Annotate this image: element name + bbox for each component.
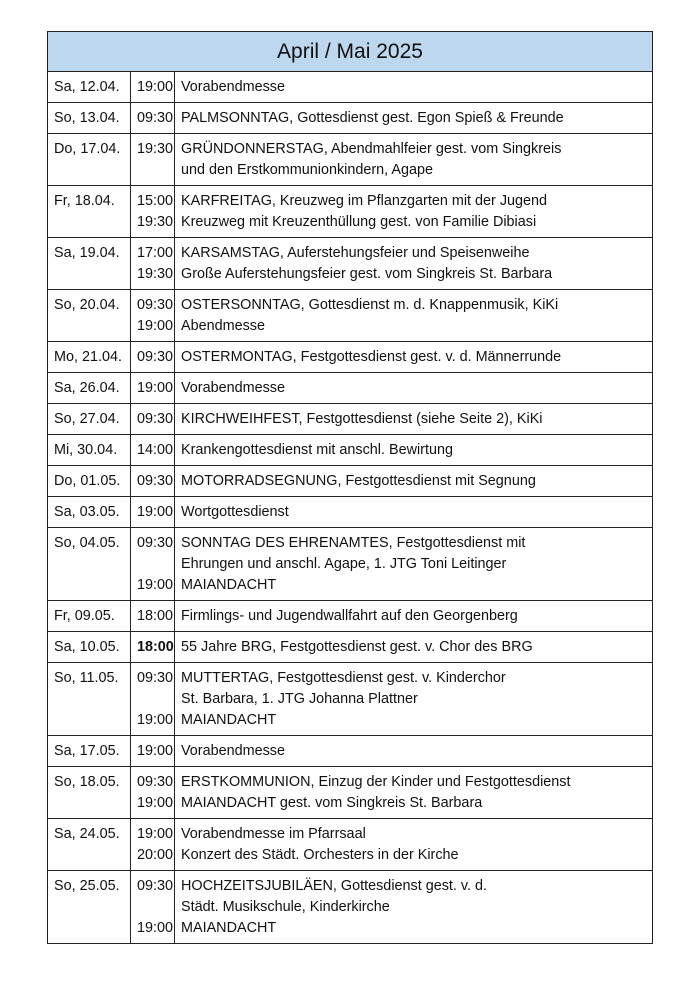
event-time: 09:30 [137,535,174,551]
event-description-line: OSTERMONTAG, Festgottesdienst gest. v. d. Männerrunde [181,349,562,365]
event-description [175,238,653,290]
schedule-row [48,466,653,497]
schedule-table [47,31,653,944]
event-time: 15:00 [137,193,174,209]
event-times [131,373,175,404]
event-time: 19:00 [137,318,174,334]
event-description-line: MUTTERTAG, Festgottesdienst gest. v. Kinderchor [181,670,506,686]
schedule-row [48,632,653,663]
event-date: Fr, 18.04. [48,186,131,238]
schedule-row [48,871,653,944]
event-description [175,819,653,871]
event-description [175,528,653,601]
event-time: 19:00 [137,795,174,811]
event-description-line: und den Erstkommunionkindern, Agape [181,162,433,178]
event-time: 09:30 [137,297,174,313]
event-time [137,554,168,575]
event-time: 19:00 [137,380,174,396]
event-description-line: Kreuzweg mit Kreuzenthüllung gest. von Familie Dibiasi [181,214,537,230]
event-time [137,897,168,918]
event-description [175,290,653,342]
event-description-line: Wortgottesdienst [181,504,289,520]
schedule-row [48,497,653,528]
schedule-row [48,134,653,186]
event-date: Sa, 03.05. [48,497,131,528]
event-times [131,497,175,528]
event-time: 18:00 [137,639,174,655]
header-row [48,32,653,72]
event-description [175,373,653,404]
event-description [175,663,653,736]
schedule-row [48,238,653,290]
event-time: 19:30 [137,214,174,230]
event-date: Sa, 24.05. [48,819,131,871]
event-date: So, 18.05. [48,767,131,819]
event-time: 14:00 [137,442,174,458]
event-description-line: MAIANDACHT [181,712,277,728]
event-time [137,160,168,181]
event-description [175,134,653,186]
event-date: Sa, 17.05. [48,736,131,767]
event-description-line: PALMSONNTAG, Gottesdienst gest. Egon Spieß & Freunde [181,110,564,126]
event-description [175,466,653,497]
event-description-line: KARFREITAG, Kreuzweg im Pflanzgarten mit der Jugend [181,193,548,209]
event-description-line: MAIANDACHT [181,920,277,936]
schedule-row [48,72,653,103]
event-times [131,186,175,238]
event-time [137,689,168,710]
event-times [131,103,175,134]
event-date: So, 25.05. [48,871,131,944]
event-time: 19:30 [137,266,174,282]
schedule-row [48,435,653,466]
event-time: 19:00 [137,79,174,95]
event-description [175,404,653,435]
event-time: 19:30 [137,141,174,157]
event-time: 19:00 [137,743,174,759]
event-times [131,290,175,342]
schedule-row [48,290,653,342]
event-time: 09:30 [137,670,174,686]
schedule-row [48,663,653,736]
event-description [175,103,653,134]
event-times [131,871,175,944]
schedule-row [48,528,653,601]
event-description [175,342,653,373]
event-description-line: Firmlings- und Jugendwallfahrt auf den Georgenberg [181,608,518,624]
schedule-row [48,404,653,435]
event-description [175,632,653,663]
event-date: So, 04.05. [48,528,131,601]
event-description-line: Ehrungen und anschl. Agape, 1. JTG Toni Leitinger [181,556,507,572]
event-times [131,528,175,601]
schedule-body [48,72,653,944]
event-date: So, 27.04. [48,404,131,435]
event-description-line: HOCHZEITSJUBILÄEN, Gottesdienst gest. v. d. [181,878,488,894]
event-time: 09:30 [137,110,174,126]
event-date: Sa, 26.04. [48,373,131,404]
event-description-line: MOTORRADSEGNUNG, Festgottesdienst mit Segnung [181,473,536,489]
event-description-line: KARSAMSTAG, Auferstehungsfeier und Speisenweihe [181,245,530,261]
schedule-row [48,767,653,819]
schedule-row [48,819,653,871]
event-time: 20:00 [137,847,174,863]
event-times [131,72,175,103]
event-description-line: 55 Jahre BRG, Festgottesdienst gest. v. Chor des BRG [181,639,533,655]
event-description-line: St. Barbara, 1. JTG Johanna Plattner [181,691,418,707]
event-date: Sa, 12.04. [48,72,131,103]
event-date: Fr, 09.05. [48,601,131,632]
event-description-line: Krankengottesdienst mit anschl. Bewirtung [181,442,453,458]
event-description-line: Städt. Musikschule, Kinderkirche [181,899,390,915]
event-description-line: SONNTAG DES EHRENAMTES, Festgottesdienst mit [181,535,526,551]
event-description [175,736,653,767]
event-description-line: Vorabendmesse [181,743,286,759]
event-times [131,767,175,819]
event-date: Do, 01.05. [48,466,131,497]
event-time: 18:00 [137,608,174,624]
event-description-line: Vorabendmesse [181,79,286,95]
event-times [131,435,175,466]
event-times [131,238,175,290]
event-description [175,435,653,466]
schedule-row [48,736,653,767]
event-date: So, 11.05. [48,663,131,736]
event-description [175,497,653,528]
event-time: 19:00 [137,920,174,936]
event-times [131,632,175,663]
event-description [175,601,653,632]
event-description [175,871,653,944]
event-description-line: GRÜNDONNERSTAG, Abendmahlfeier gest. vom Singkreis [181,141,562,157]
event-times [131,819,175,871]
event-time: 19:00 [137,712,174,728]
event-description-line: Vorabendmesse im Pfarrsaal [181,826,366,842]
event-time: 17:00 [137,245,174,261]
event-description-line: Große Auferstehungsfeier gest. vom Singkreis St. Barbara [181,266,553,282]
event-time: 19:00 [137,504,174,520]
event-description-line: ERSTKOMMUNION, Einzug der Kinder und Festgottesdienst [181,774,571,790]
schedule-row [48,601,653,632]
schedule-row [48,103,653,134]
schedule-row [48,373,653,404]
event-description [175,72,653,103]
schedule-title: April / Mai 2025 [48,32,653,72]
event-date: So, 13.04. [48,103,131,134]
event-time: 09:30 [137,774,174,790]
event-times [131,466,175,497]
event-description-line: MAIANDACHT [181,577,277,593]
event-date: Mo, 21.04. [48,342,131,373]
event-description [175,186,653,238]
event-time: 19:00 [137,826,174,842]
event-time: 09:30 [137,878,174,894]
event-times [131,342,175,373]
schedule-row [48,186,653,238]
event-description-line: Abendmesse [181,318,265,334]
event-times [131,601,175,632]
schedule-row [48,342,653,373]
event-date: Sa, 19.04. [48,238,131,290]
event-description-line: OSTERSONNTAG, Gottesdienst m. d. Knappenmusik, KiKi [181,297,559,313]
event-times [131,663,175,736]
event-description-line: Konzert des Städt. Orchesters in der Kirche [181,847,459,863]
event-description-line: Vorabendmesse [181,380,286,396]
event-description-line: MAIANDACHT gest. vom Singkreis St. Barbara [181,795,483,811]
event-time: 09:30 [137,473,174,489]
event-date: Mi, 30.04. [48,435,131,466]
event-times [131,736,175,767]
event-times [131,134,175,186]
event-date: Do, 17.04. [48,134,131,186]
event-time: 09:30 [137,411,174,427]
event-time: 19:00 [137,577,174,593]
event-times [131,404,175,435]
event-description [175,767,653,819]
event-date: Sa, 10.05. [48,632,131,663]
event-description-line: KIRCHWEIHFEST, Festgottesdienst (siehe Seite 2), KiKi [181,411,543,427]
event-time: 09:30 [137,349,174,365]
event-date: So, 20.04. [48,290,131,342]
